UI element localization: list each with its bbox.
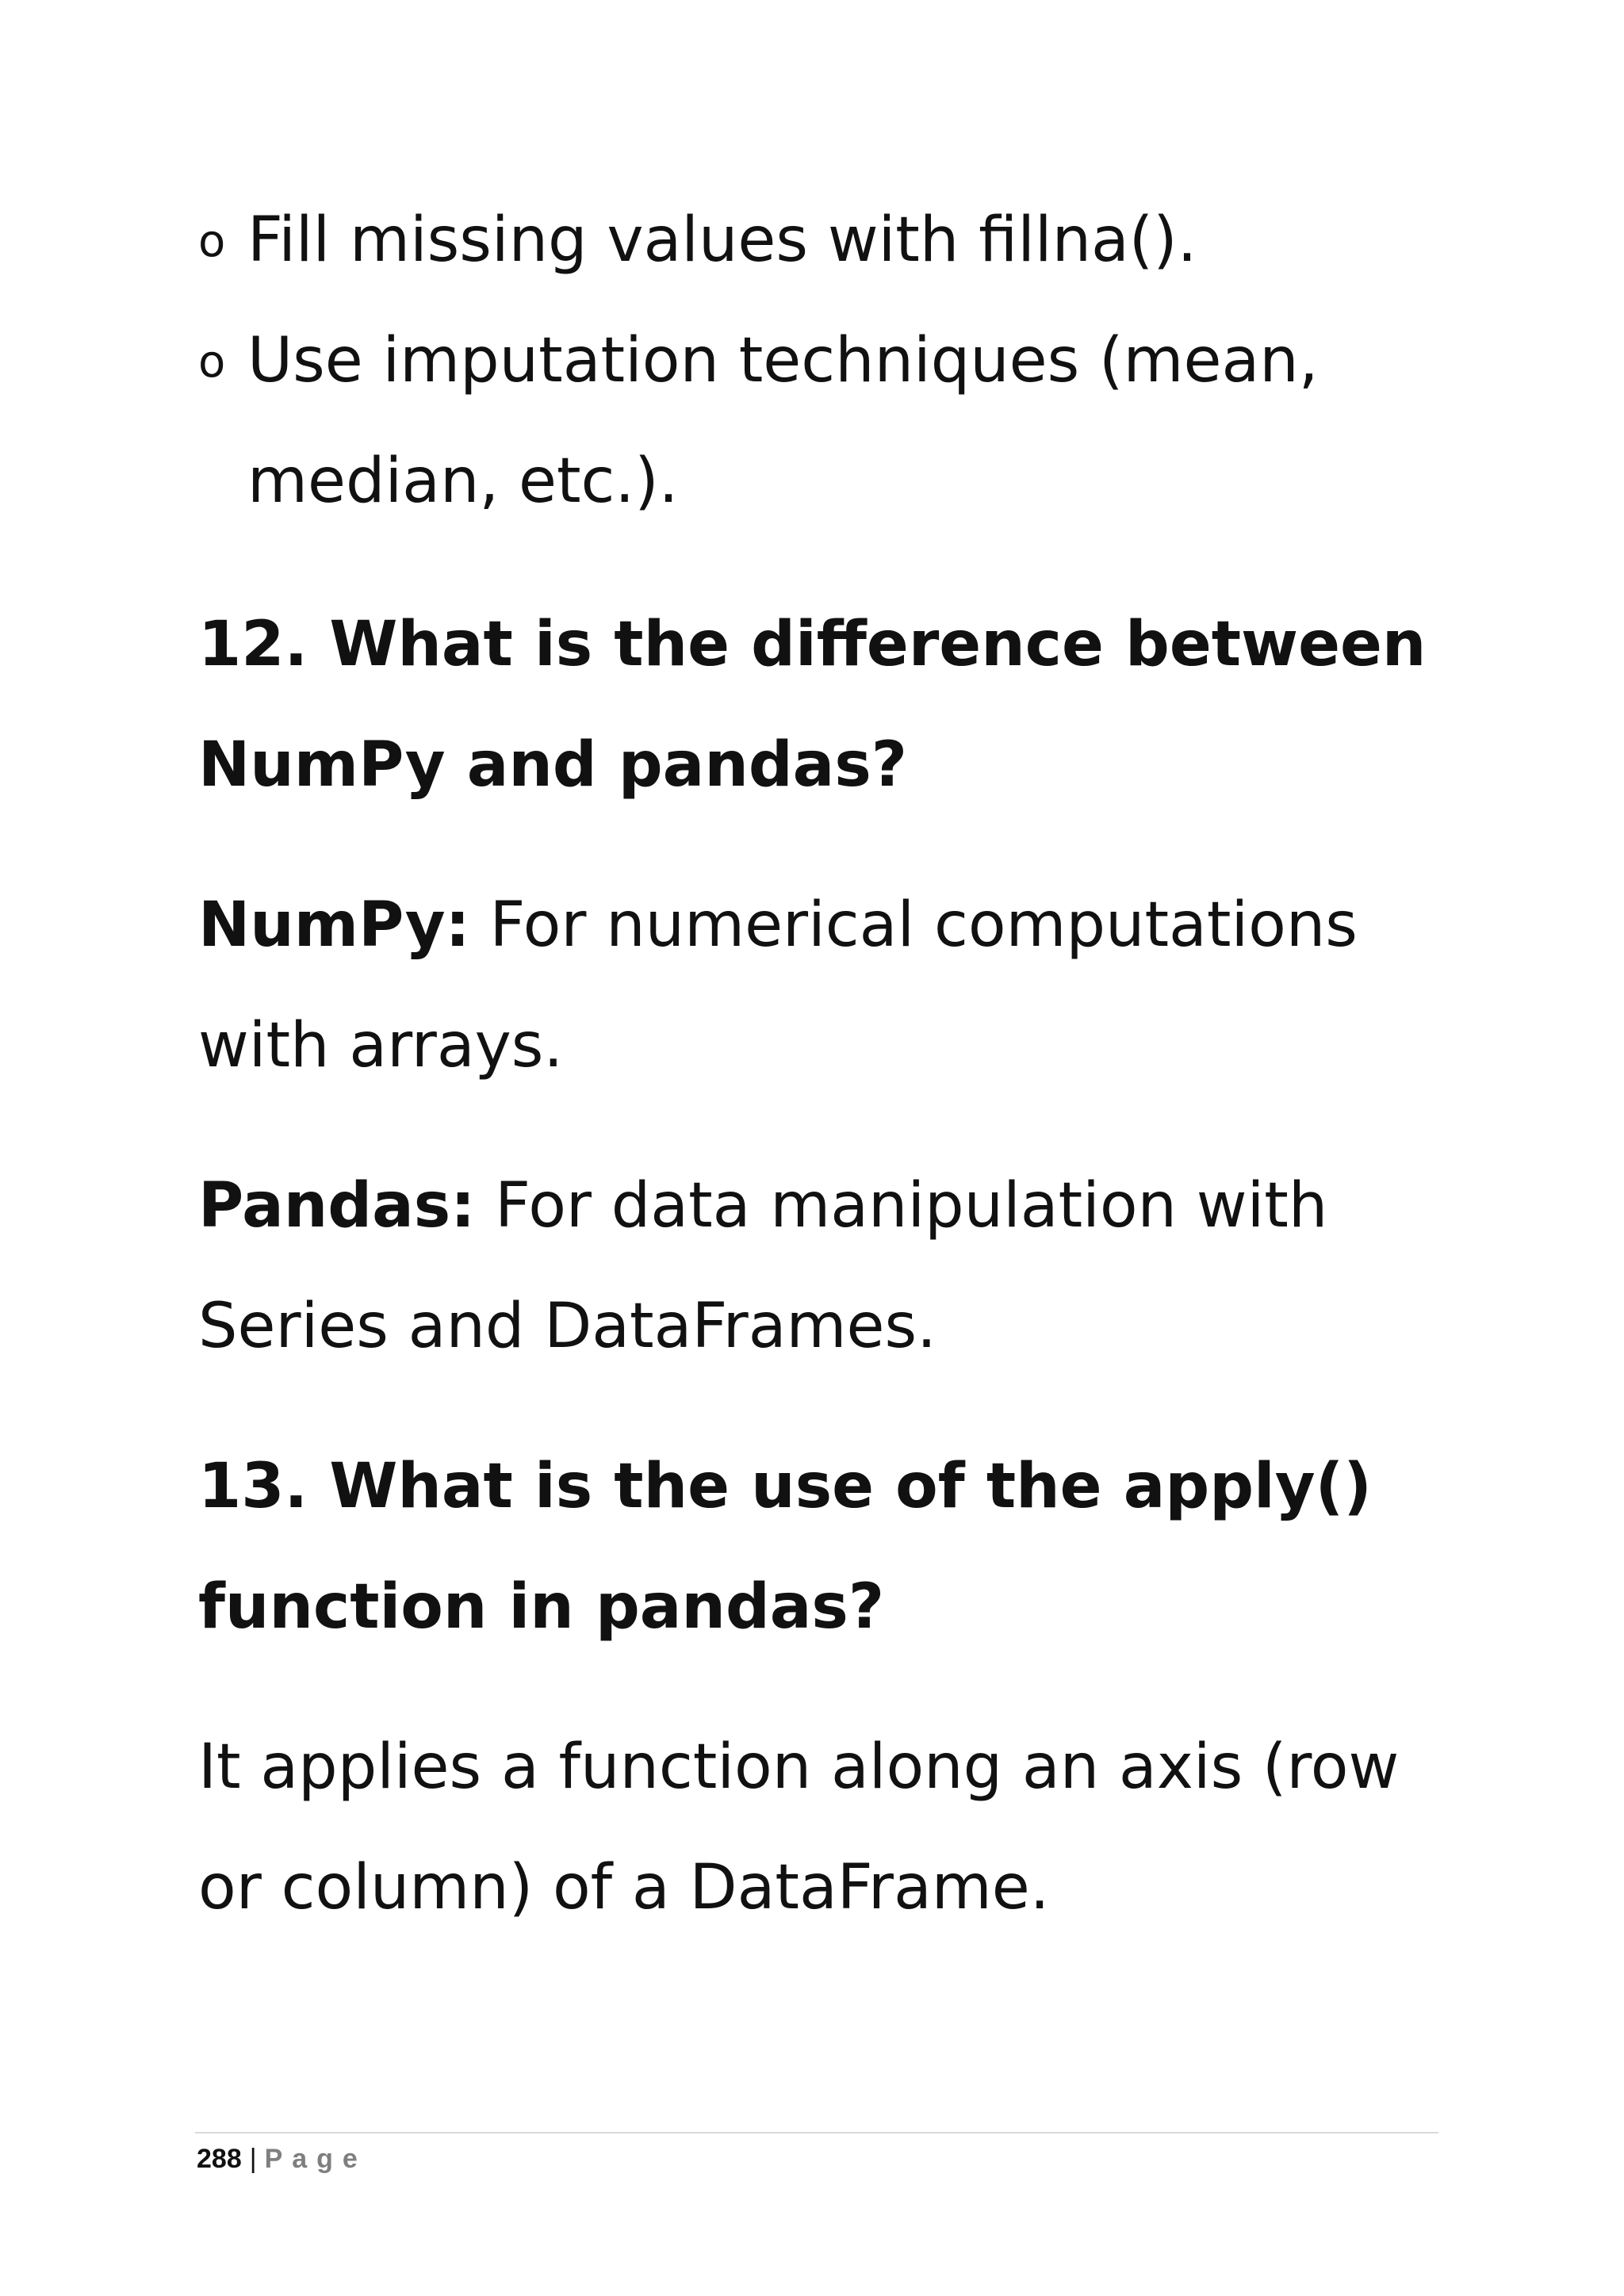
bullet-text: Use imputation techniques (mean,: [247, 325, 1319, 396]
bullet-text-continuation: median, etc.).: [247, 446, 679, 517]
numpy-text: For numerical computations: [469, 890, 1358, 961]
footer-divider: [195, 2132, 1438, 2133]
bullet-text: Fill missing values with fillna().: [247, 205, 1197, 276]
pandas-text: For data manipulation with: [475, 1170, 1328, 1242]
page-number: 288: [197, 2144, 242, 2174]
question-13-heading: 13. What is the use of the apply(): [198, 1451, 1372, 1522]
pandas-label: Pandas:: [198, 1170, 476, 1242]
question-12-heading: 12. What is the difference between: [198, 609, 1427, 680]
page-footer: [197, 2139, 367, 2179]
numpy-definition: [198, 882, 1358, 969]
bullet-marker: o: [198, 216, 226, 267]
answer-13: It applies a function along an axis (row: [198, 1732, 1400, 1803]
pandas-definition: [198, 1162, 1327, 1249]
footer-separator: |: [249, 2144, 257, 2174]
page-label: Page: [264, 2144, 367, 2174]
numpy-definition-continuation: with arrays.: [198, 1010, 564, 1081]
numpy-label: NumPy:: [198, 890, 470, 961]
bullet-marker: o: [198, 336, 226, 388]
question-12-heading-continuation: NumPy and pandas?: [198, 729, 907, 801]
pandas-definition-continuation: Series and DataFrames.: [198, 1291, 936, 1362]
question-13-heading-continuation: function in pandas?: [198, 1571, 885, 1643]
answer-13-continuation: or column) of a DataFrame.: [198, 1852, 1050, 1923]
